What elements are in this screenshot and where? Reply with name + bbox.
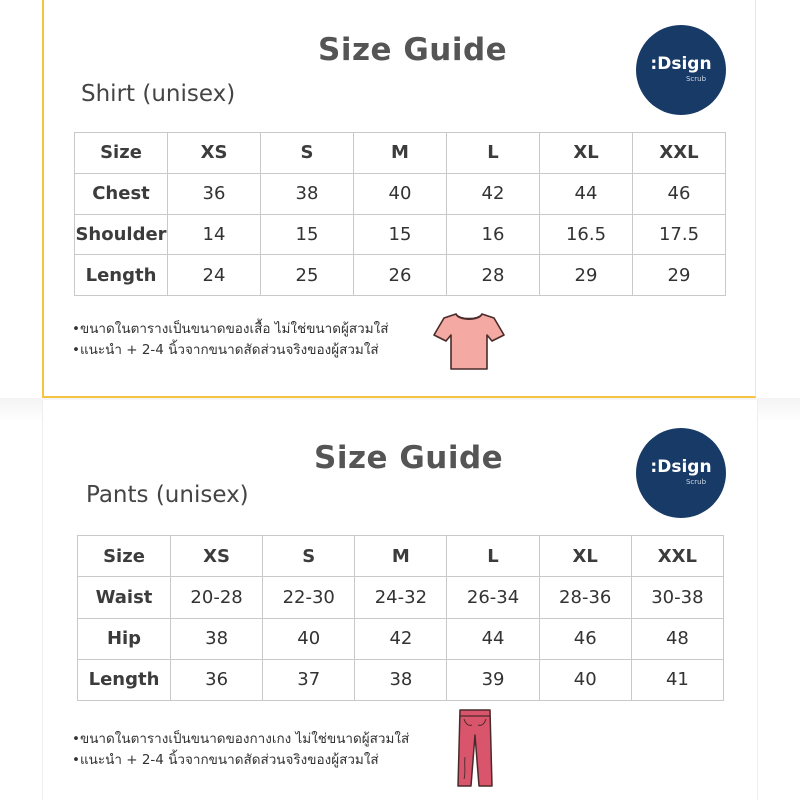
shirt-subtitle: Shirt (unisex) <box>81 81 236 107</box>
table-cell: 26 <box>354 255 447 296</box>
shirt-notes <box>72 319 388 361</box>
table-cell: 40 <box>354 173 447 214</box>
pants-notes <box>72 729 409 771</box>
header-cell: XS <box>168 133 261 174</box>
header-cell: XXL <box>633 133 726 174</box>
table-cell: 40 <box>539 659 631 700</box>
table-row <box>75 173 726 214</box>
table-row <box>75 214 726 255</box>
brand-logo-shirt <box>636 25 726 115</box>
table-cell: 38 <box>171 618 263 659</box>
row-label: Length <box>75 255 168 296</box>
table-header-row <box>75 133 726 174</box>
table-cell: 48 <box>631 618 723 659</box>
table-cell: 30-38 <box>631 577 723 618</box>
header-cell: M <box>354 133 447 174</box>
header-cell: Size <box>75 133 168 174</box>
pants-size-table <box>77 535 724 701</box>
table-cell: 41 <box>631 659 723 700</box>
logo-brand-text: :Dsign <box>650 457 712 477</box>
header-cell: Size <box>78 536 171 577</box>
table-cell: 40 <box>263 618 355 659</box>
table-cell: 38 <box>355 659 447 700</box>
table-cell: 46 <box>633 173 726 214</box>
table-cell: 29 <box>540 255 633 296</box>
note-line: •ขนาดในตารางเป็นขนาดของกางเกง ไม่ใช่ขนาดผู้สวมใส่ <box>72 731 410 747</box>
shirt-title: Size Guide <box>318 32 508 68</box>
table-cell: 44 <box>540 173 633 214</box>
table-cell: 16 <box>447 214 540 255</box>
table-cell: 28 <box>447 255 540 296</box>
table-cell: 15 <box>354 214 447 255</box>
table-cell: 42 <box>447 173 540 214</box>
table-cell: 37 <box>263 659 355 700</box>
logo-sub-text: Scrub <box>685 75 707 83</box>
header-cell: XL <box>540 133 633 174</box>
table-cell: 29 <box>633 255 726 296</box>
table-row <box>78 577 724 618</box>
brand-logo-pants <box>636 428 726 518</box>
header-cell: S <box>261 133 354 174</box>
row-label: Chest <box>75 173 168 214</box>
table-cell: 16.5 <box>540 214 633 255</box>
header-cell: L <box>447 133 540 174</box>
header-cell: XL <box>539 536 631 577</box>
header-cell: L <box>447 536 539 577</box>
header-cell: M <box>355 536 447 577</box>
header-cell: S <box>263 536 355 577</box>
note-line: •แนะนำ + 2-4 นิ้วจากขนาดสัดส่วนจริงของผู้สวมใส่ <box>72 342 379 358</box>
pants-subtitle: Pants (unisex) <box>86 482 249 508</box>
row-label: Shoulder <box>75 214 168 255</box>
header-cell: XXL <box>631 536 723 577</box>
table-cell: 39 <box>447 659 539 700</box>
table-cell: 17.5 <box>633 214 726 255</box>
table-row <box>75 255 726 296</box>
table-cell: 28-36 <box>539 577 631 618</box>
table-cell: 14 <box>168 214 261 255</box>
pants-icon <box>455 707 495 789</box>
shirt-size-table <box>74 132 726 296</box>
table-cell: 46 <box>539 618 631 659</box>
table-cell: 24-32 <box>355 577 447 618</box>
row-label: Length <box>78 659 171 700</box>
table-cell: 38 <box>261 173 354 214</box>
table-cell: 42 <box>355 618 447 659</box>
pants-title: Size Guide <box>314 440 504 476</box>
note-line: •ขนาดในตารางเป็นขนาดของเสื้อ ไม่ใช่ขนาดผู้สวมใส่ <box>72 321 389 337</box>
row-label: Waist <box>78 577 171 618</box>
table-cell: 22-30 <box>263 577 355 618</box>
table-cell: 24 <box>168 255 261 296</box>
logo-sub-text: Scrub <box>685 478 707 486</box>
table-cell: 20-28 <box>171 577 263 618</box>
table-row <box>78 659 724 700</box>
table-cell: 44 <box>447 618 539 659</box>
header-cell: XS <box>171 536 263 577</box>
row-label: Hip <box>78 618 171 659</box>
table-row <box>78 618 724 659</box>
table-cell: 25 <box>261 255 354 296</box>
note-line: •แนะนำ + 2-4 นิ้วจากขนาดสัดส่วนจริงของผู้สวมใส่ <box>72 752 379 768</box>
table-cell: 36 <box>171 659 263 700</box>
table-cell: 15 <box>261 214 354 255</box>
logo-brand-text: :Dsign <box>650 54 712 74</box>
table-cell: 26-34 <box>447 577 539 618</box>
t-shirt-icon <box>432 311 506 373</box>
table-header-row <box>78 536 724 577</box>
table-cell: 36 <box>168 173 261 214</box>
